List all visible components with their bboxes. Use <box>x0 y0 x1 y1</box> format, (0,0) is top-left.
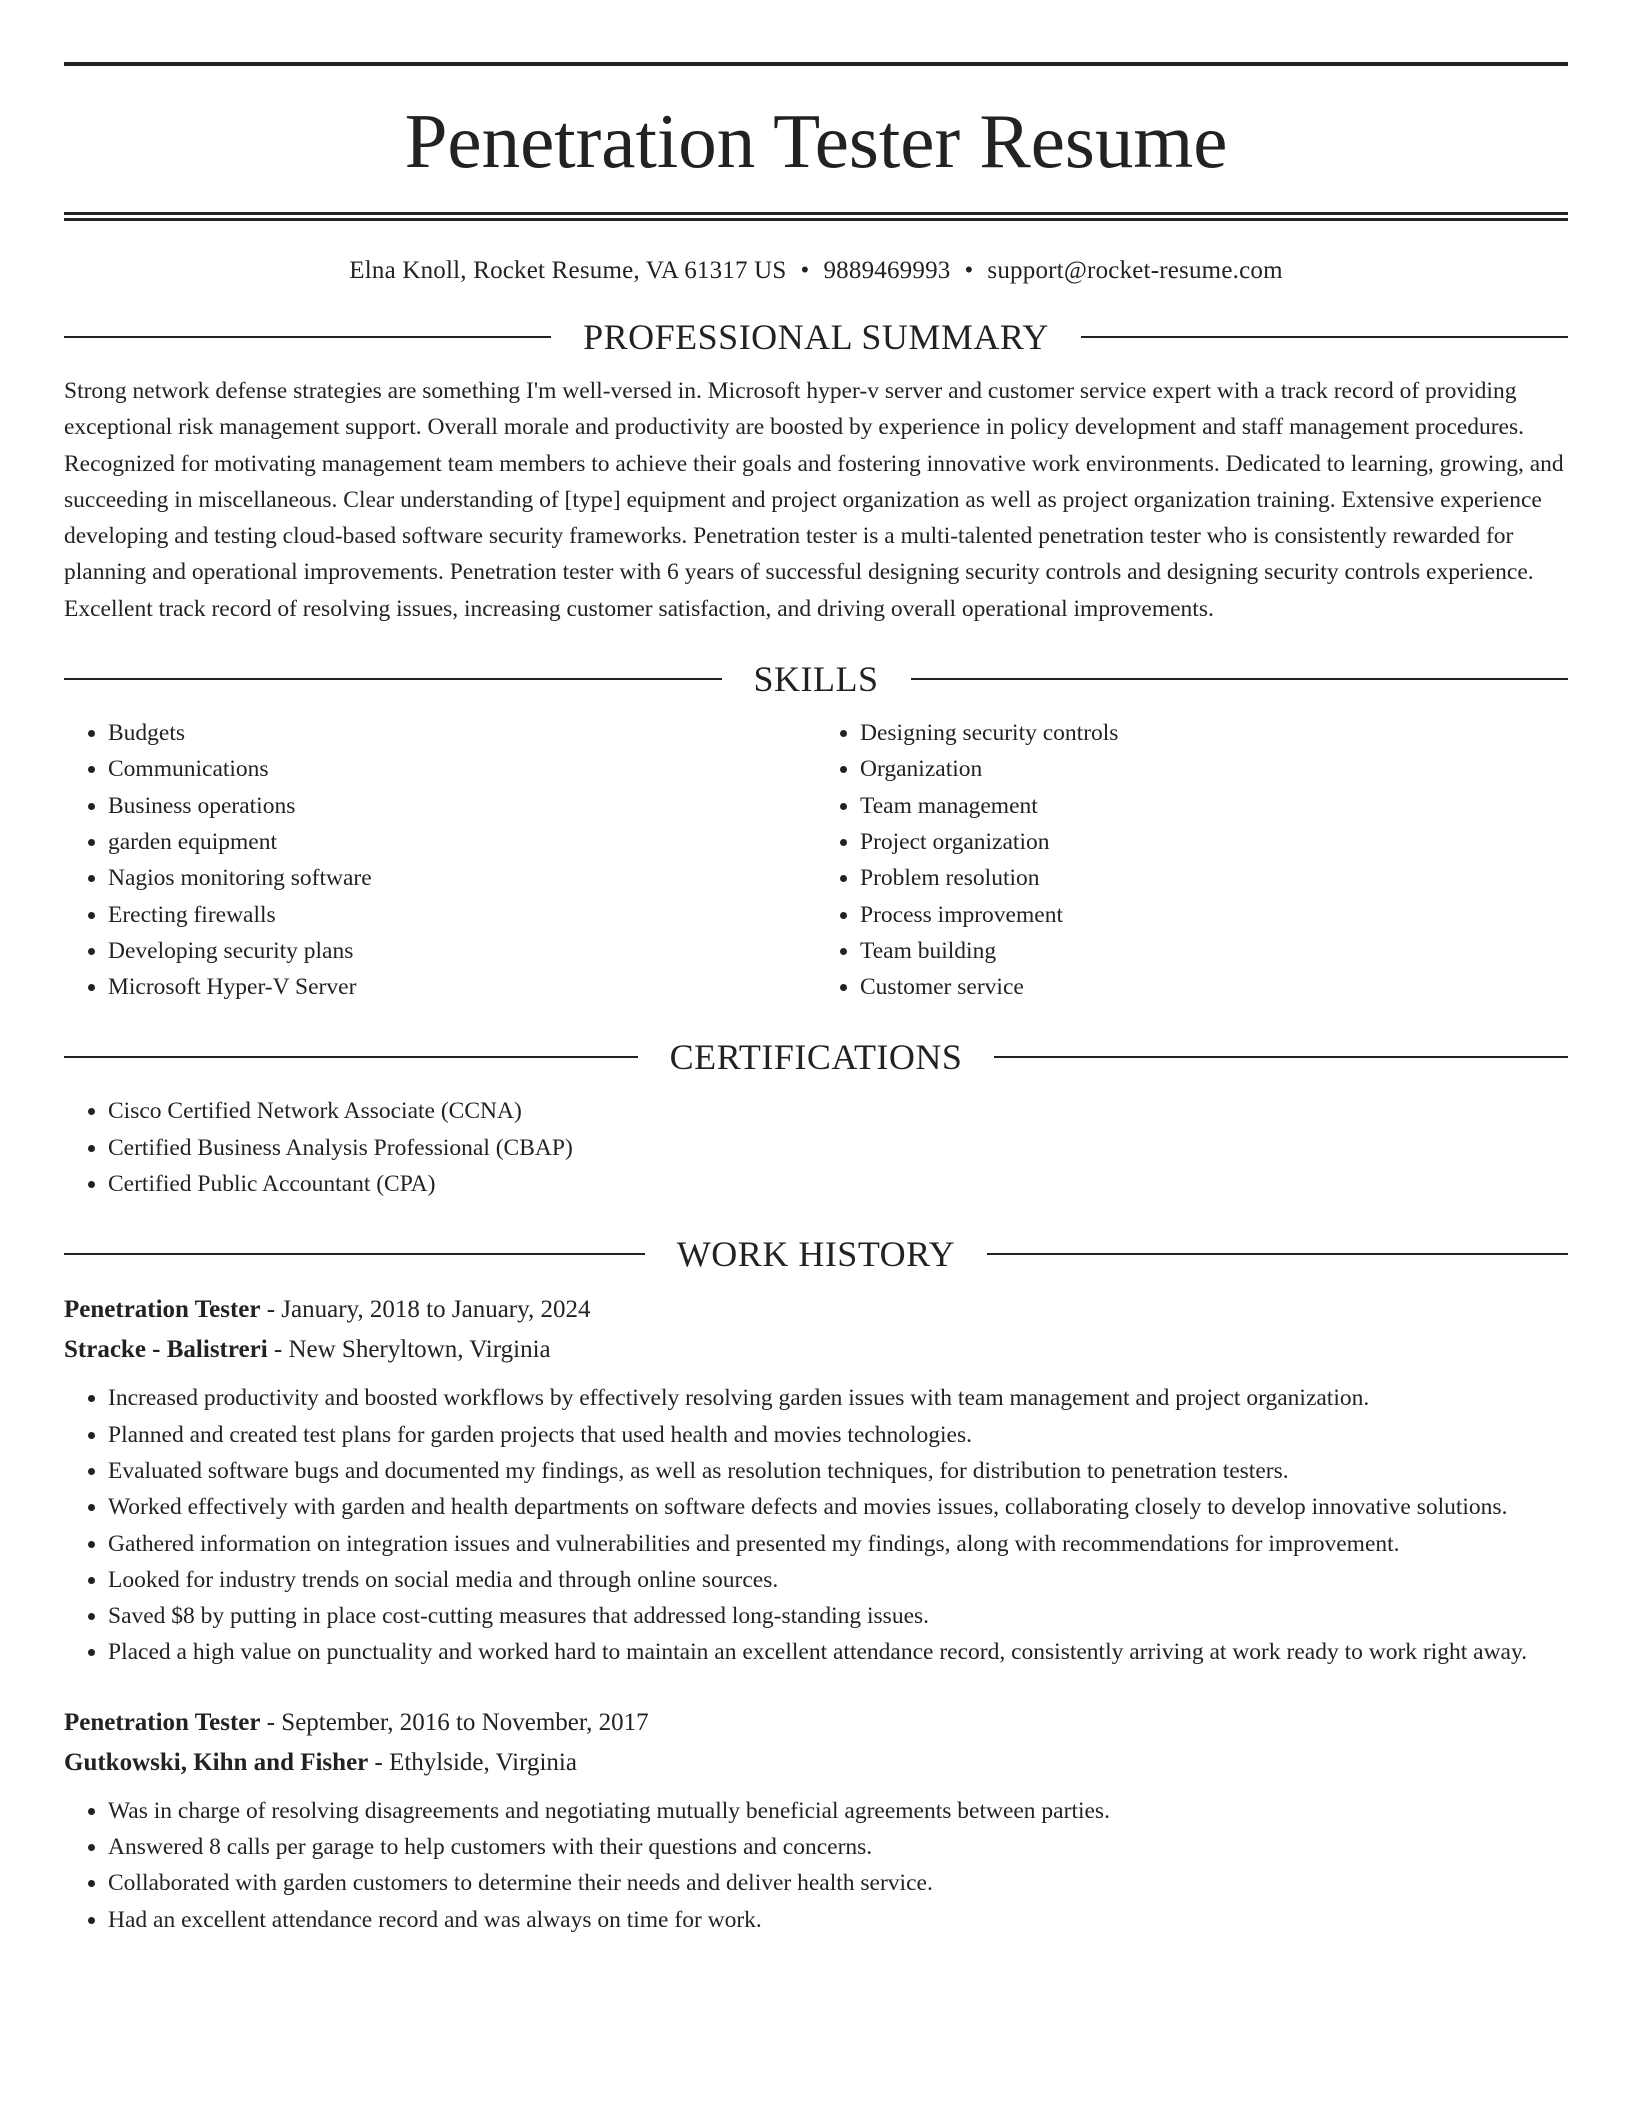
section-rule-right <box>987 1253 1568 1255</box>
skills-column-right <box>816 715 1568 1005</box>
section-header-work-history <box>64 1234 1568 1275</box>
certification-item: • Certified Public Accountant (CPA) <box>108 1166 1568 1202</box>
skill-item: • Budgets <box>108 715 816 751</box>
job-entry <box>64 1290 1568 1670</box>
job-company-line <box>64 1743 1568 1783</box>
job-bullet: • Had an excellent attendance record and was always on time for work. <box>108 1902 1568 1938</box>
job-title-line <box>64 1290 1568 1330</box>
skills-list-left <box>64 715 816 1005</box>
job-location: - Ethylside, Virginia <box>368 1748 577 1776</box>
contact-address: Elna Knoll, Rocket Resume, VA 61317 US <box>349 257 787 284</box>
job-bullet: • Was in charge of resolving disagreements and negotiating mutually beneficial agreements between parties. <box>108 1793 1568 1829</box>
section-rule-right <box>1081 336 1568 338</box>
skill-item: • Problem resolution <box>860 860 1568 896</box>
section-rule-left <box>64 678 722 680</box>
skill-item: • Microsoft Hyper-V Server <box>108 969 816 1005</box>
job-bullet: • Saved $8 by putting in place cost-cutting measures that addressed long-standing issues. <box>108 1598 1568 1634</box>
job-bullets <box>64 1380 1568 1670</box>
job-bullet: • Placed a high value on punctuality and worked hard to maintain an excellent attendance record, consistently arriving at work ready to work right away. <box>108 1634 1568 1670</box>
skill-item: • garden equipment <box>108 824 816 860</box>
job-bullet: • Looked for industry trends on social media and through online sources. <box>108 1562 1568 1598</box>
job-bullet: • Worked effectively with garden and health departments on software defects and movies issues, collaborating closely to develop innovative solutions. <box>108 1489 1568 1525</box>
skill-item: • Process improvement <box>860 897 1568 933</box>
skill-item: • Business operations <box>108 788 816 824</box>
section-rule-right <box>911 678 1569 680</box>
job-dates: - September, 2016 to November, 2017 <box>260 1708 649 1736</box>
job-location: - New Sheryltown, Virginia <box>267 1336 551 1364</box>
job-dates: - January, 2018 to January, 2024 <box>260 1296 591 1324</box>
section-rule-right <box>994 1056 1568 1058</box>
job-bullet: • Increased productivity and boosted workflows by effectively resolving garden issues with team management and project organization. <box>108 1380 1568 1416</box>
job-bullet: • Evaluated software bugs and documented my findings, as well as resolution techniques, for distribution to penetration testers. <box>108 1453 1568 1489</box>
resume-title: Penetration Tester Resume <box>404 98 1228 184</box>
job-bullet: • Answered 8 calls per garage to help customers with their questions and concerns. <box>108 1829 1568 1865</box>
job-title: Penetration Tester <box>64 1296 261 1324</box>
certification-item: • Certified Business Analysis Professional (CBAP) <box>108 1130 1568 1166</box>
summary-paragraph: Strong network defense strategies are something I'm well-versed in. Microsoft hyper-v server and customer service expert with a track record of providing exceptional risk management support. Overall morale and productivity are boosted by experience in policy development and staff management procedures. Recognized for motivating management team members to achieve their goals and fostering innovative work environments. Dedicated to learning, growing, and succeeding in miscellaneous. Clear understanding of [type] equipment and project organization as well as project organization training. Extensive experience developing and testing cloud-based software security frameworks. Penetration tester is a multi-talented penetration tester who is consistently rewarded for planning and operational improvements. Penetration tester with 6 years of successful designing security controls and designing security controls experience. Excellent track record of resolving issues, increasing customer satisfaction, and driving overall operational improvements. <box>64 378 1564 622</box>
skill-item: • Organization <box>860 751 1568 787</box>
job-bullet: • Gathered information on integration issues and vulnerabilities and presented my findings, along with recommendations for improvement. <box>108 1526 1568 1562</box>
contact-line <box>64 257 1568 285</box>
top-rule <box>64 62 1568 66</box>
certification-item: • Cisco Certified Network Associate (CCNA) <box>108 1093 1568 1129</box>
job-company: Gutkowski, Kihn and Fisher <box>64 1748 369 1776</box>
job-entry <box>64 1703 1568 1938</box>
section-rule-left <box>64 1253 645 1255</box>
section-header-certifications <box>64 1037 1568 1078</box>
section-title-summary: PROFESSIONAL SUMMARY <box>583 317 1049 357</box>
skill-item: • Project organization <box>860 824 1568 860</box>
skill-item: • Nagios monitoring software <box>108 860 816 896</box>
certifications-list <box>64 1093 1568 1202</box>
skill-item: • Designing security controls <box>860 715 1568 751</box>
skills-column-left <box>64 715 816 1005</box>
skill-item: • Team building <box>860 933 1568 969</box>
skill-item: • Customer service <box>860 969 1568 1005</box>
job-company: Stracke - Balistreri <box>64 1336 268 1364</box>
skill-item: • Communications <box>108 751 816 787</box>
job-title-line <box>64 1703 1568 1743</box>
job-bullet: • Collaborated with garden customers to determine their needs and deliver health service. <box>108 1865 1568 1901</box>
section-rule-left <box>64 1056 638 1058</box>
section-header-skills <box>64 659 1568 700</box>
skill-item: • Team management <box>860 788 1568 824</box>
skill-item: • Erecting firewalls <box>108 897 816 933</box>
skill-item: • Developing security plans <box>108 933 816 969</box>
job-bullets <box>64 1793 1568 1938</box>
section-rule-left <box>64 336 551 338</box>
section-header-summary <box>64 319 1568 355</box>
contact-separator: • <box>800 257 810 284</box>
resume-page <box>64 0 1568 1938</box>
job-bullet: • Planned and created test plans for garden projects that used health and movies technologies. <box>108 1417 1568 1453</box>
skills-list-right <box>816 715 1568 1005</box>
title-double-rule <box>64 212 1568 221</box>
job-company-line <box>64 1330 1568 1370</box>
skills-columns <box>64 715 1568 1005</box>
contact-separator: • <box>964 257 974 284</box>
section-title-skills: SKILLS <box>753 659 879 700</box>
contact-email: support@rocket-resume.com <box>987 257 1283 284</box>
contact-phone: 9889469993 <box>823 257 951 284</box>
section-title-work-history: WORK HISTORY <box>676 1234 956 1275</box>
section-title-certifications: CERTIFICATIONS <box>669 1037 963 1078</box>
job-title: Penetration Tester <box>64 1708 261 1736</box>
